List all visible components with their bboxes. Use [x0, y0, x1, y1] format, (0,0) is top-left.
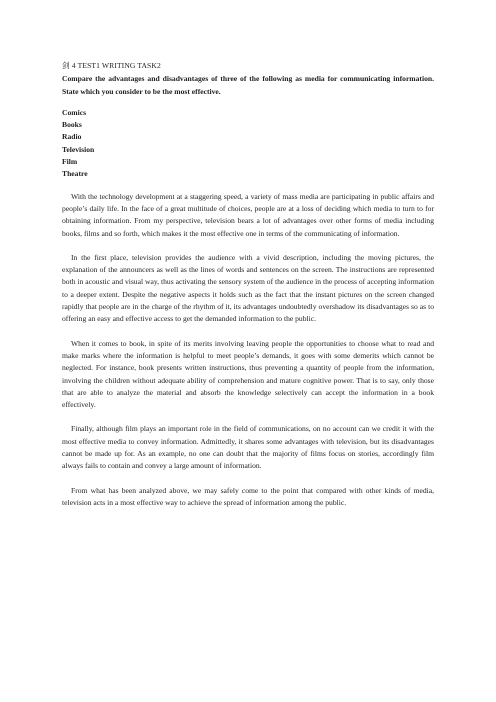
media-options-list: [62, 107, 434, 181]
essay-paragraph-film: Finally, although film plays an important role in the field of communications, on no account can we credit it with the most effective media to convey information. Admittedly, it shares some advantages with television, but its disadvantages cannot be made up for. As an example, no one can doubt that the majority of films focus on stories, accordingly film always fails to contain and convey a large amount of information.: [62, 424, 434, 471]
media-option: Comics: [62, 107, 87, 117]
media-option: Film: [62, 157, 78, 167]
task-prompt: Compare the advantages and disadvantages of three of the following as media for communicating information. State which you consider to be the most effective.: [62, 74, 434, 96]
essay-paragraph-intro: With the technology development at a staggering speed, a variety of mass media are participating in public affairs and people’s daily life. In the face of a great multitude of choices, people are at a loss of deciding which media to turn to for obtaining information. From my perspective, television bears a lot of advantages over other forms of media including books, films and so forth, which makes it the most effective one in terms of the communicating of information.: [62, 191, 434, 238]
essay-content: [62, 60, 434, 509]
document-header: 剑 4 TEST1 WRITING TASK2: [62, 61, 161, 70]
media-option: Theatre: [62, 169, 88, 179]
media-option: Radio: [62, 132, 82, 142]
essay-paragraph-television: In the first place, television provides the audience with a vivid description, including the moving pictures, the explanation of the announcers as well as the lines of words and sentences on the screen. The instructions are represented both in acoustic and visual way, thus activating the sensory system of the audience in the process of accepting information to a deeper extent. Despite the negative aspects it holds such as the fact that the instant pictures on the screen changed rapidly that people are in the charge of the rhythm of it, its advantages undoubtedly overshadow its disadvantages so as to offering an easy and effective access to get the demanded information to the public.: [62, 252, 434, 324]
media-option: Television: [62, 144, 95, 154]
media-option: Books: [62, 120, 82, 130]
essay-paragraph-conclusion: From what has been analyzed above, we may safely come to the point that compared with other kinds of media, television acts in a most effective way to achieve the spread of information among the public.: [62, 485, 434, 507]
essay-paragraph-books: When it comes to book, in spite of its merits involving leaving people the opportunities to choose what to read and make marks where the information is helpful to meet people’s demands, it goes with some demerits which cannot be neglected. For instance, book presents written instructions, thus preventing a quantity of people from the information, involving the children without adequate ability of comprehension and mature cognitive power. That is to say, only those that are able to analyze the material and absorb the knowledge selectively can accept the information in a book effectively.: [62, 338, 434, 410]
